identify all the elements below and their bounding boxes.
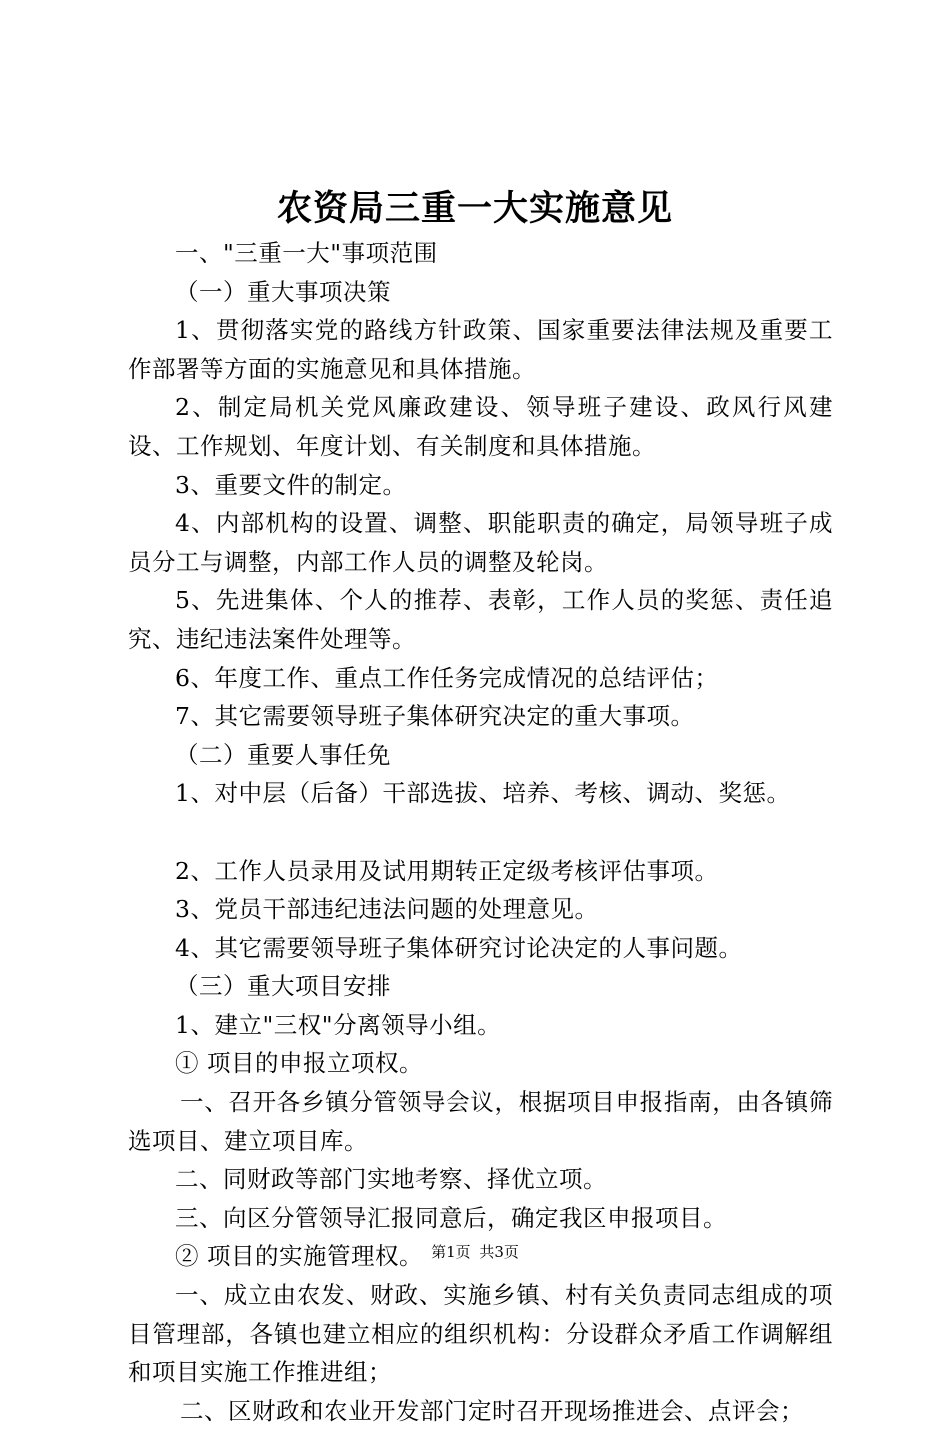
paragraph: 4、其它需要领导班子集体研究讨论决定的人事问题。 — [175, 933, 743, 962]
paragraph: 一、召开各乡镇分管领导会议，根据项目申报指南，由各镇筛选项目、建立项目库。 — [128, 1088, 833, 1155]
section-heading: 一、"三重一大"事项范围 — [175, 239, 438, 267]
paragraph: ① 项目的申报立项权。 — [175, 1049, 423, 1078]
paragraph: 1、建立"三权"分离领导小组。 — [175, 1010, 502, 1039]
paragraph: 5、先进集体、个人的推荐、表彰，工作人员的奖惩、责任追究、违纪违法案件处理等。 — [128, 586, 833, 653]
paragraph: 2、制定局机关党风廉政建设、领导班子建设、政风行风建设、工作规划、年度计划、有关制度和具体措施。 — [128, 393, 833, 460]
paragraph: 3、党员干部违纪违法问题的处理意见。 — [175, 895, 599, 924]
paragraph: 二、同财政等部门实地考察、择优立项。 — [175, 1165, 607, 1194]
paragraph: 3、重要文件的制定。 — [175, 470, 407, 499]
paragraph: 二、区财政和农业开发部门定时召开现场推进会、点评会； — [180, 1396, 804, 1425]
paragraph: 1、对中层（后备）干部选拔、培养、考核、调动、奖惩。 — [175, 779, 791, 808]
page-number: 第1页 — [431, 1243, 471, 1261]
subsection-heading: （二）重要人事任免 — [175, 740, 391, 769]
subsection-heading: （三）重大项目安排 — [175, 972, 391, 1001]
paragraph: 6、年度工作、重点工作任务完成情况的总结评估； — [175, 663, 719, 692]
paragraph: 1、贯彻落实党的路线方针政策、国家重要法律法规及重要工作部署等方面的实施意见和具体措施。 — [128, 316, 833, 383]
paragraph: 一、成立由农发、财政、实施乡镇、村有关负责同志组成的项目管理部，各镇也建立相应的组织机构：分设群众矛盾工作调解组和项目实施工作推进组； — [128, 1281, 833, 1387]
page-footer — [0, 1240, 950, 1264]
document-title: 农资局三重一大实施意见 — [276, 188, 673, 229]
paragraph: 7、其它需要领导班子集体研究决定的重大事项。 — [175, 702, 695, 731]
paragraph: 4、内部机构的设置、调整、职能职责的确定，局领导班子成员分工与调整，内部工作人员的调整及轮岗。 — [128, 509, 833, 576]
page-total: 共3页 — [479, 1243, 519, 1261]
paragraph: 三、向区分管领导汇报同意后，确定我区申报项目。 — [175, 1203, 727, 1232]
subsection-heading: （一）重大事项决策 — [175, 277, 391, 306]
blank-line — [128, 813, 833, 852]
paragraph: 2、工作人员录用及试用期转正定级考核评估事项。 — [175, 856, 719, 885]
paragraph: ② 项目的实施管理权。 — [175, 1242, 423, 1271]
